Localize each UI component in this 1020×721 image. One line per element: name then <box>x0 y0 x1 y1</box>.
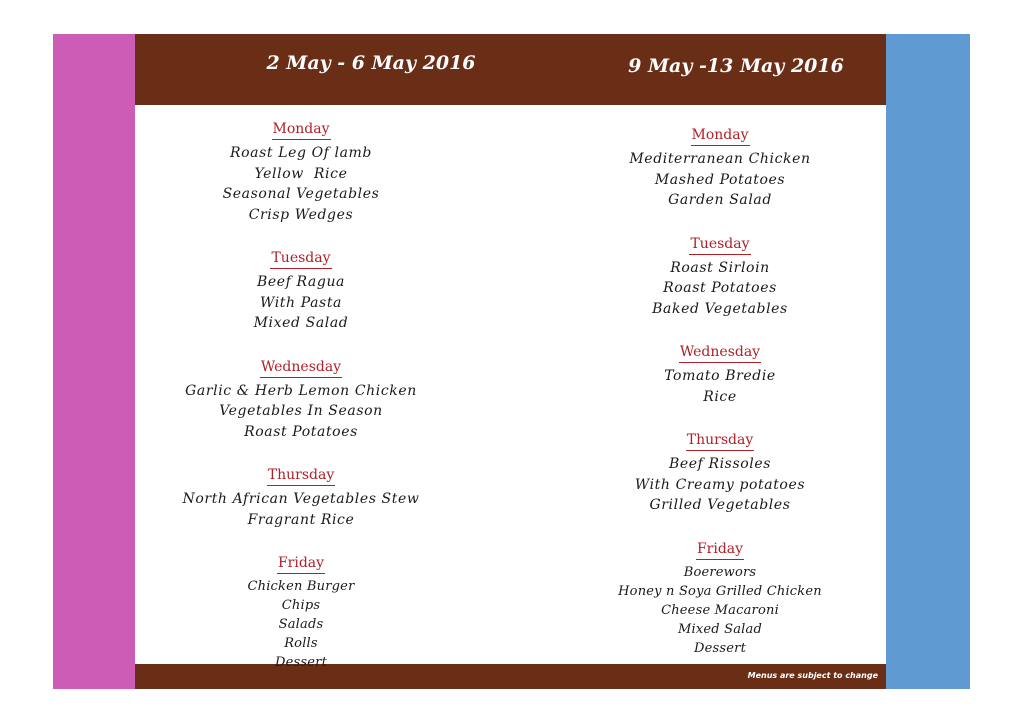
dish: Garlic & Herb Lemon Chicken <box>185 382 417 399</box>
dish: Tomato Bredie <box>664 368 776 384</box>
dish: Baked Vegetables <box>652 300 788 317</box>
right-color-band <box>886 34 970 689</box>
dish: Roast Sirloin <box>670 259 770 276</box>
dish: North African Vegetables Stew <box>182 491 420 507</box>
dish: Mixed Salad <box>677 621 763 637</box>
dish: Beef Rissoles <box>668 456 772 472</box>
day-thursday <box>136 464 466 530</box>
dish: With Pasta <box>259 294 342 311</box>
dish: Cheese Macaroni <box>661 602 779 618</box>
dish: Roast Potatoes <box>663 280 777 296</box>
week-2-menu <box>555 124 885 680</box>
day-tuesday <box>555 233 885 320</box>
day-heading: Thursday <box>267 467 335 486</box>
footer-note: Menus are subject to change <box>747 671 878 680</box>
day-heading: Tuesday <box>689 236 750 255</box>
day-heading: Friday <box>696 541 744 560</box>
dish: Garden Salad <box>668 192 772 208</box>
day-heading: Friday <box>277 555 325 574</box>
day-monday <box>136 118 466 225</box>
day-heading: Monday <box>691 127 750 146</box>
dish: Honey n Soya Grilled Chicken <box>618 583 822 599</box>
dish: Mashed Potatoes <box>654 171 786 188</box>
week-1-title: 2 May - 6 May 2016 <box>266 52 476 74</box>
dish: Roast Leg Of lamb <box>230 145 372 161</box>
dish: Rice <box>703 388 737 405</box>
day-tuesday <box>136 247 466 334</box>
day-heading: Monday <box>272 121 331 140</box>
dish: Mediterranean Chicken <box>629 151 811 167</box>
day-friday <box>555 538 885 658</box>
dish: Yellow Rice <box>254 165 348 182</box>
dish: Mixed Salad <box>253 315 349 331</box>
dish: Chicken Burger <box>247 579 355 594</box>
dish: Seasonal Vegetables <box>222 186 380 202</box>
dish: Boerewors <box>683 564 757 580</box>
dish: Chips <box>281 598 321 613</box>
left-color-band <box>53 34 135 689</box>
day-heading: Wednesday <box>679 344 761 363</box>
dish: Salads <box>278 617 324 632</box>
day-heading: Tuesday <box>270 250 331 269</box>
dish: Beef Ragua <box>256 274 346 290</box>
dish: Fragrant Rice <box>247 511 355 528</box>
dish: Crisp Wedges <box>248 206 354 223</box>
day-friday <box>136 552 466 672</box>
dish: Rolls <box>284 636 318 651</box>
day-monday <box>555 124 885 211</box>
dish: Dessert <box>275 655 327 670</box>
day-wednesday <box>136 356 466 443</box>
dish: Dessert <box>694 640 746 656</box>
dish: Roast Potatoes <box>244 423 358 440</box>
dish: Grilled Vegetables <box>649 497 791 513</box>
day-heading: Thursday <box>686 432 754 451</box>
week-2-title: 9 May -13 May 2016 <box>628 55 844 77</box>
dish: Vegetables In Season <box>219 403 383 419</box>
dish: With Creamy potatoes <box>634 476 806 493</box>
day-heading: Wednesday <box>260 359 342 378</box>
day-wednesday <box>555 341 885 407</box>
week-1-menu <box>136 118 466 694</box>
day-thursday <box>555 429 885 516</box>
